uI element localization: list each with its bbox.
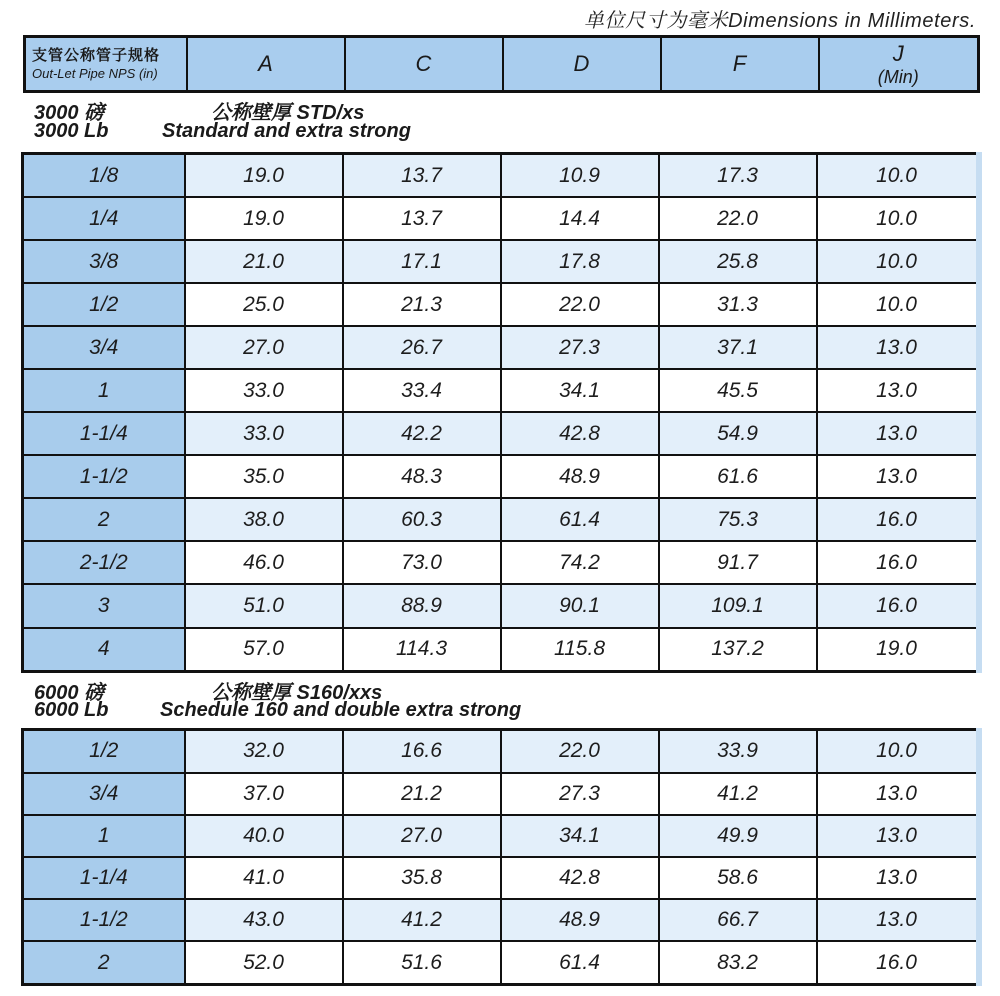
cell-f: 61.6 [659, 455, 817, 498]
cell-j: 10.0 [817, 240, 979, 283]
cell-c: 35.8 [343, 857, 501, 899]
cell-f: 31.3 [659, 283, 817, 326]
table-row [23, 941, 979, 984]
header-col-c: C [345, 37, 503, 92]
cell-size: 2 [23, 941, 185, 984]
cell-f: 54.9 [659, 412, 817, 455]
cell-a: 33.0 [185, 369, 343, 412]
cell-d: 27.3 [501, 773, 659, 815]
table-row [23, 369, 979, 412]
cell-size: 1/2 [23, 730, 185, 773]
cell-f: 45.5 [659, 369, 817, 412]
table-row [23, 899, 979, 941]
cell-d: 34.1 [501, 369, 659, 412]
section1-wall-zh: 公称壁厚 STD/xs [211, 102, 365, 124]
table-row [23, 498, 979, 541]
cell-a: 52.0 [185, 941, 343, 984]
cell-j: 13.0 [817, 773, 979, 815]
column-header-table [23, 35, 980, 93]
table-row [23, 326, 979, 369]
cell-a: 27.0 [185, 326, 343, 369]
cell-d: 22.0 [501, 283, 659, 326]
cell-c: 88.9 [343, 584, 501, 627]
cell-d: 42.8 [501, 857, 659, 899]
header-col-a: A [187, 37, 345, 92]
cell-j: 10.0 [817, 197, 979, 240]
header-pipe-size [25, 37, 187, 92]
cell-j: 10.0 [817, 283, 979, 326]
cell-f: 83.2 [659, 941, 817, 984]
cell-d: 48.9 [501, 899, 659, 941]
table-row [23, 857, 979, 899]
cell-d: 61.4 [501, 498, 659, 541]
cell-f: 58.6 [659, 857, 817, 899]
cell-a: 57.0 [185, 628, 343, 672]
cell-c: 73.0 [343, 541, 501, 584]
table-6000lb-body [23, 730, 979, 985]
units-note: 单位尺寸为毫米Dimensions in Millimeters. [583, 10, 976, 32]
section1-rating-zh: 3000 磅 [34, 102, 105, 124]
cell-f: 91.7 [659, 541, 817, 584]
cell-d: 17.8 [501, 240, 659, 283]
cell-j: 16.0 [817, 541, 979, 584]
cell-a: 19.0 [185, 154, 343, 198]
cell-f: 22.0 [659, 197, 817, 240]
header-col-f: F [661, 37, 819, 92]
cell-a: 46.0 [185, 541, 343, 584]
section1-wall-en: Standard and extra strong [162, 120, 411, 142]
cell-size: 2-1/2 [23, 541, 185, 584]
table-6000lb [21, 728, 982, 986]
cell-a: 21.0 [185, 240, 343, 283]
table-row [23, 541, 979, 584]
cell-j: 16.0 [817, 941, 979, 984]
cell-c: 60.3 [343, 498, 501, 541]
cell-j: 16.0 [817, 584, 979, 627]
cell-a: 37.0 [185, 773, 343, 815]
cell-d: 74.2 [501, 541, 659, 584]
cell-size: 1 [23, 369, 185, 412]
table-3000lb [21, 152, 982, 673]
table-row [23, 584, 979, 627]
cell-size: 1/4 [23, 197, 185, 240]
header-col-j-label: J [892, 40, 904, 66]
cell-d: 48.9 [501, 455, 659, 498]
cell-size: 1-1/4 [23, 857, 185, 899]
cell-f: 25.8 [659, 240, 817, 283]
cell-d: 10.9 [501, 154, 659, 198]
cell-c: 16.6 [343, 730, 501, 773]
table-row [23, 773, 979, 815]
cell-j: 10.0 [817, 154, 979, 198]
cell-d: 42.8 [501, 412, 659, 455]
cell-size: 3 [23, 584, 185, 627]
cell-size: 3/8 [23, 240, 185, 283]
cell-size: 1-1/2 [23, 899, 185, 941]
section2-wall-zh: 公称壁厚 S160/xxs [211, 682, 383, 704]
cell-d: 27.3 [501, 326, 659, 369]
cell-size: 4 [23, 628, 185, 672]
section2-wall-en: Schedule 160 and double extra strong [160, 699, 522, 721]
table-row [23, 455, 979, 498]
cell-d: 61.4 [501, 941, 659, 984]
cell-c: 26.7 [343, 326, 501, 369]
section2-rating-en: 6000 Lb [34, 699, 109, 721]
cell-j: 13.0 [817, 857, 979, 899]
cell-size: 2 [23, 498, 185, 541]
cell-c: 42.2 [343, 412, 501, 455]
cell-f: 37.1 [659, 326, 817, 369]
cell-j: 13.0 [817, 815, 979, 857]
cell-size: 1/2 [23, 283, 185, 326]
cell-j: 16.0 [817, 498, 979, 541]
cell-size: 1-1/4 [23, 412, 185, 455]
cell-c: 13.7 [343, 197, 501, 240]
header-pipe-size-zh: 支管公称管子规格 [32, 46, 161, 64]
cell-c: 48.3 [343, 455, 501, 498]
cell-f: 75.3 [659, 498, 817, 541]
cell-a: 43.0 [185, 899, 343, 941]
header-col-j [819, 37, 979, 92]
table-row [23, 815, 979, 857]
cell-j: 10.0 [817, 730, 979, 773]
cell-a: 40.0 [185, 815, 343, 857]
cell-f: 49.9 [659, 815, 817, 857]
cell-a: 35.0 [185, 455, 343, 498]
section2-rating-zh: 6000 磅 [34, 682, 105, 704]
table-3000lb-body [23, 154, 979, 672]
cell-size: 1-1/2 [23, 455, 185, 498]
table-row [23, 240, 979, 283]
cell-size: 1/8 [23, 154, 185, 198]
cell-c: 21.3 [343, 283, 501, 326]
header-pipe-size-en: Out-Let Pipe NPS (in) [32, 65, 158, 81]
table-row [23, 154, 979, 198]
cell-a: 19.0 [185, 197, 343, 240]
cell-f: 109.1 [659, 584, 817, 627]
cell-c: 41.2 [343, 899, 501, 941]
cell-j: 13.0 [817, 369, 979, 412]
cell-size: 1 [23, 815, 185, 857]
header-col-d: D [503, 37, 661, 92]
cell-c: 33.4 [343, 369, 501, 412]
cell-d: 14.4 [501, 197, 659, 240]
cell-a: 33.0 [185, 412, 343, 455]
cell-d: 34.1 [501, 815, 659, 857]
cell-c: 21.2 [343, 773, 501, 815]
cell-j: 13.0 [817, 326, 979, 369]
cell-j: 13.0 [817, 455, 979, 498]
table-row [23, 412, 979, 455]
cell-size: 3/4 [23, 773, 185, 815]
cell-size: 3/4 [23, 326, 185, 369]
table-row [23, 730, 979, 773]
table-row [23, 628, 979, 672]
cell-c: 114.3 [343, 628, 501, 672]
cell-a: 32.0 [185, 730, 343, 773]
table-row [23, 197, 979, 240]
cell-c: 13.7 [343, 154, 501, 198]
cell-a: 51.0 [185, 584, 343, 627]
cell-d: 115.8 [501, 628, 659, 672]
cell-c: 51.6 [343, 941, 501, 984]
cell-j: 13.0 [817, 412, 979, 455]
cell-f: 17.3 [659, 154, 817, 198]
section1-rating-en: 3000 Lb [34, 120, 109, 142]
cell-d: 90.1 [501, 584, 659, 627]
cell-j: 13.0 [817, 899, 979, 941]
header-col-j-min: (Min) [877, 66, 919, 87]
cell-j: 19.0 [817, 628, 979, 672]
cell-a: 25.0 [185, 283, 343, 326]
cell-a: 38.0 [185, 498, 343, 541]
cell-c: 17.1 [343, 240, 501, 283]
cell-f: 137.2 [659, 628, 817, 672]
cell-f: 33.9 [659, 730, 817, 773]
cell-f: 41.2 [659, 773, 817, 815]
cell-f: 66.7 [659, 899, 817, 941]
table-row [23, 283, 979, 326]
cell-d: 22.0 [501, 730, 659, 773]
cell-a: 41.0 [185, 857, 343, 899]
cell-c: 27.0 [343, 815, 501, 857]
